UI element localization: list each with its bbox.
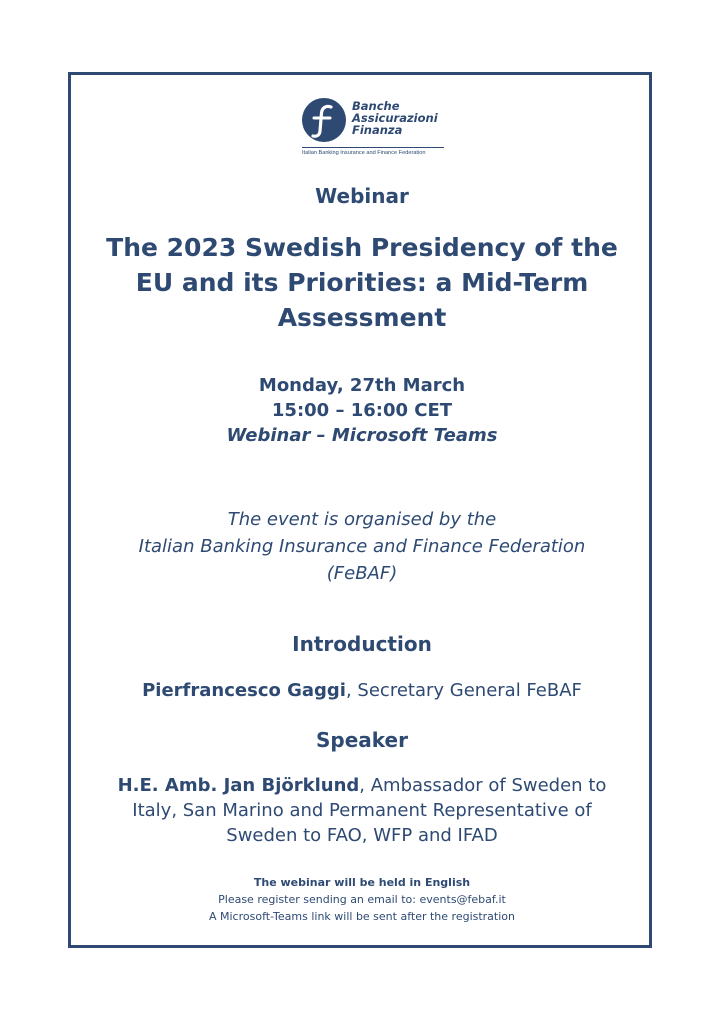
event-time: 15:00 – 16:00 CET bbox=[271, 400, 453, 421]
febaf-logo bbox=[302, 96, 452, 166]
logo-line-banche: Banche bbox=[352, 99, 400, 113]
footer-language: The webinar will be held in English bbox=[253, 876, 471, 889]
febaf-f-logo-icon bbox=[302, 98, 346, 142]
register-email-link[interactable]: events@febaf.it bbox=[419, 893, 506, 906]
event-platform: Webinar – Microsoft Teams bbox=[226, 425, 498, 446]
organiser-line-3: (FeBAF) bbox=[326, 563, 398, 584]
organiser-text bbox=[70, 506, 654, 587]
footer-teams-note: A Microsoft-Teams link will be sent after the registration bbox=[208, 910, 515, 923]
title-line-1: The 2023 Swedish Presidency of the bbox=[106, 233, 618, 262]
footer-register-prefix: Please register sending an email to: bbox=[218, 893, 420, 906]
organiser-line-2: Italian Banking Insurance and Finance Federation bbox=[138, 536, 586, 557]
introduction-name: Pierfrancesco Gaggi bbox=[142, 680, 346, 701]
speaker-details bbox=[70, 773, 654, 848]
logo-line-finanza: Finanza bbox=[352, 123, 403, 137]
title-line-3: Assessment bbox=[277, 303, 447, 332]
speaker-role-line-1: , Ambassador of Sweden to bbox=[359, 775, 607, 796]
speaker-role-line-2: Italy, San Marino and Permanent Representative of bbox=[132, 800, 592, 821]
speaker-line-1 bbox=[70, 773, 654, 798]
speaker-name: H.E. Amb. Jan Björklund bbox=[117, 775, 360, 796]
introduction-role: , Secretary General FeBAF bbox=[345, 680, 582, 701]
introduction-heading: Introduction bbox=[292, 632, 432, 656]
logo-divider bbox=[302, 147, 444, 148]
logo-subtitle: Italian Banking Insurance and Finance Federation bbox=[302, 150, 426, 156]
speaker-role-line-3: Sweden to FAO, WFP and IFAD bbox=[226, 825, 498, 846]
webinar-label: Webinar bbox=[315, 184, 409, 208]
logo-line-assicurazioni: Assicurazioni bbox=[352, 111, 438, 125]
event-title bbox=[70, 230, 654, 335]
event-details bbox=[70, 373, 654, 448]
speaker-heading: Speaker bbox=[316, 728, 408, 752]
introduction-speaker bbox=[70, 680, 654, 701]
footer-notes bbox=[70, 874, 654, 925]
event-date: Monday, 27th March bbox=[258, 375, 466, 396]
logo-wordmark bbox=[352, 100, 438, 136]
title-line-2: EU and its Priorities: a Mid-Term bbox=[135, 268, 589, 297]
footer-register bbox=[70, 891, 654, 908]
organiser-line-1: The event is organised by the bbox=[227, 509, 497, 530]
